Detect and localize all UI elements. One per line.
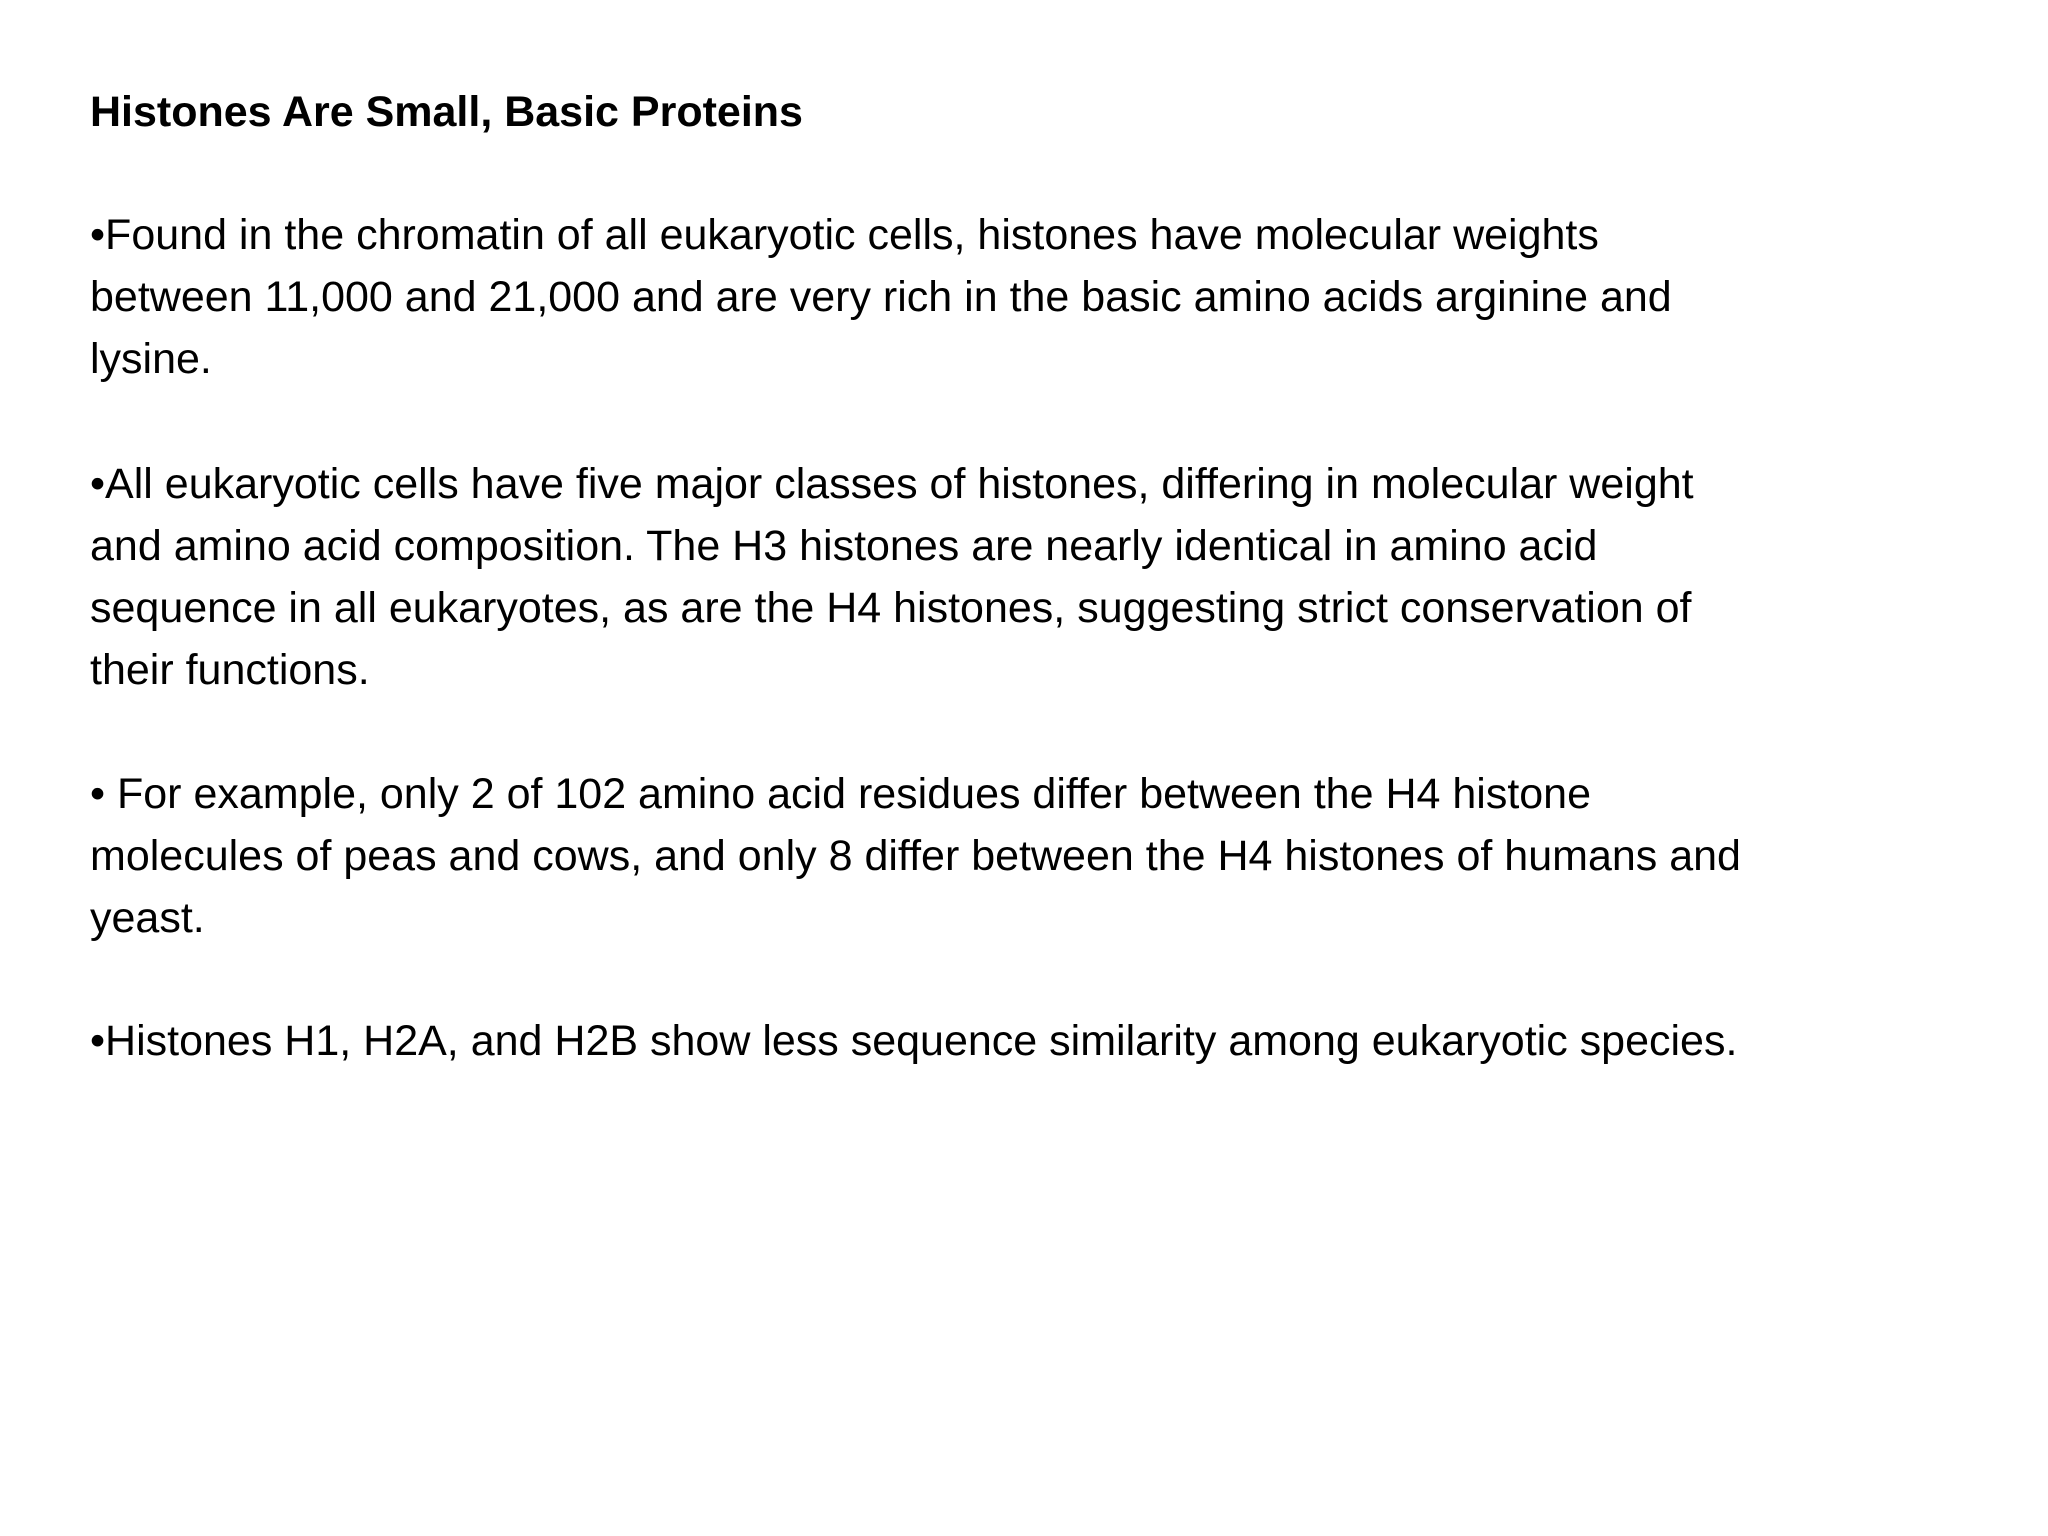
text-line: their functions. [90, 646, 370, 694]
text-line: lysine. [90, 335, 212, 383]
text-line: •Histones H1, H2A, and H2B show less sequence similarity among eukaryotic species. [90, 1017, 1738, 1065]
text-line: •All eukaryotic cells have five major classes of histones, differing in molecular weight [90, 460, 1694, 508]
text-line: yeast. [90, 894, 205, 942]
bullet-paragraph-4 [90, 1010, 1970, 1072]
text-line: and amino acid composition. The H3 histones are nearly identical in amino acid [90, 522, 1598, 570]
text-line: • For example, only 2 of 102 amino acid residues differ between the H4 histone [90, 770, 1592, 818]
slide-title: Histones Are Small, Basic Proteins [90, 88, 803, 136]
text-line: •Found in the chromatin of all eukaryotic cells, histones have molecular weights [90, 211, 1599, 259]
bullet-paragraph-3 [90, 763, 1970, 949]
bullet-paragraph-1 [90, 204, 1970, 390]
text-line: between 11,000 and 21,000 and are very rich in the basic amino acids arginine and [90, 273, 1672, 321]
text-line: sequence in all eukaryotes, as are the H4 histones, suggesting strict conservation of [90, 584, 1692, 632]
bullet-paragraph-2 [90, 453, 1970, 701]
text-line: molecules of peas and cows, and only 8 differ between the H4 histones of humans and [90, 832, 1741, 880]
